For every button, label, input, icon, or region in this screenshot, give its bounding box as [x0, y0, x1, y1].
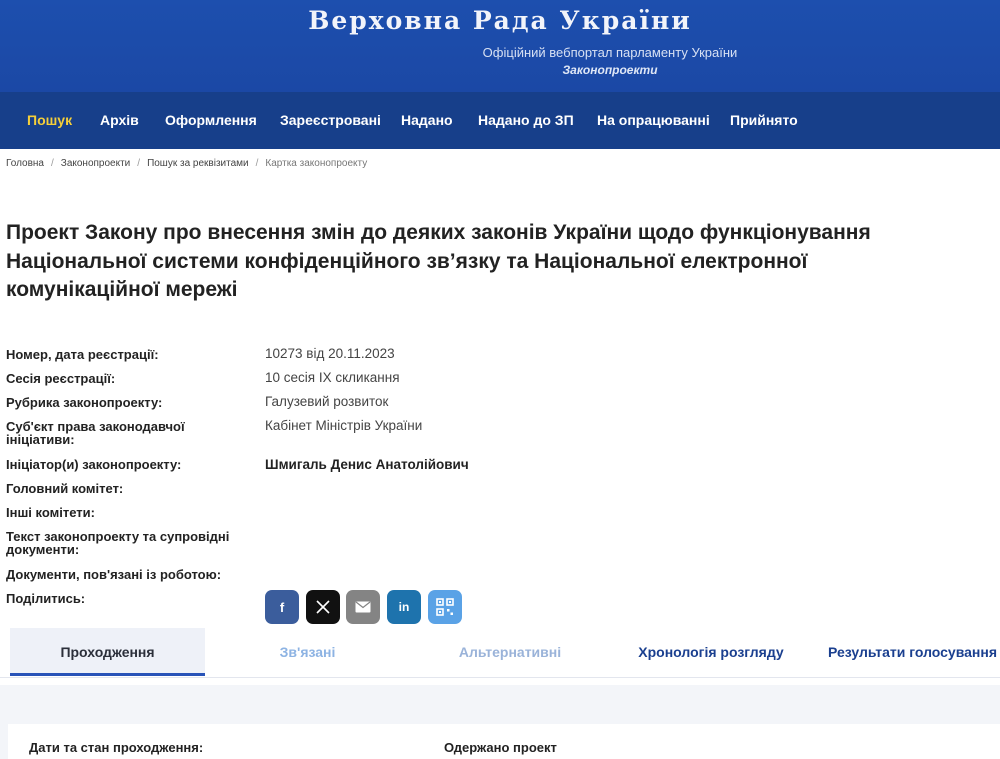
nav-item-registered[interactable]: Зареєстровані: [280, 112, 381, 128]
info-value-session: 10 сесія IX скликання: [265, 370, 400, 385]
nav-item-search[interactable]: Пошук: [27, 112, 73, 128]
share-qr-button[interactable]: [428, 590, 462, 624]
breadcrumb-separator: /: [255, 158, 259, 169]
info-label-initiative-subject: Суб'єкт права законодавчої ініціативи:: [6, 419, 185, 447]
nav-item-submitted[interactable]: Надано: [401, 112, 453, 128]
nav-item-archive[interactable]: Архів: [100, 112, 139, 128]
tab-alternatives[interactable]: Альтернативні: [458, 644, 562, 660]
breadcrumb: [6, 158, 367, 174]
info-value-rubric: Галузевий розвиток: [265, 394, 389, 409]
qr-code-icon: [436, 598, 454, 616]
tab-voting-results[interactable]: Результати голосування: [827, 644, 998, 660]
breadcrumb-current: Картка законопроекту: [265, 158, 368, 169]
info-label-rubric: Рубрика законопроекту:: [6, 395, 163, 410]
info-value-number-date: 10273 від 20.11.2023: [265, 346, 395, 361]
tab-progress[interactable]: Проходження: [10, 628, 205, 676]
breadcrumb-search[interactable]: Пошук за реквізитами: [147, 158, 249, 169]
site-section-name: Законопроекти: [562, 63, 658, 77]
nav-item-in-processing[interactable]: На опрацюванні: [597, 112, 710, 128]
main-nav: [0, 92, 1000, 149]
share-x-button[interactable]: [306, 590, 340, 624]
tab-chronology[interactable]: Хронологія розгляду: [638, 644, 784, 660]
page-title: Проект Закону про внесення змін до деяких законів України щодо функціонування Національної системи конфіденційного зв’язку та Національної електронної комунікаційної мережі: [6, 221, 871, 301]
breadcrumb-bills[interactable]: Законопроекти: [60, 158, 131, 169]
site-title[interactable]: Верховна Рада України: [308, 6, 692, 35]
progress-dates-label: Дати та стан проходження:: [29, 740, 204, 755]
info-label-share: Поділитись:: [6, 591, 86, 606]
site-header: [0, 0, 1000, 92]
nav-item-submitted-zp[interactable]: Надано до ЗП: [478, 112, 574, 128]
info-value-initiators[interactable]: Шмигаль Денис Анатолійович: [265, 457, 469, 472]
linkedin-icon: in: [398, 600, 410, 614]
progress-status-value: Одержано проект: [444, 740, 557, 755]
info-label-related-documents: Документи, пов'язані із роботою:: [6, 567, 222, 582]
info-value-initiative-subject: Кабінет Міністрів України: [265, 418, 423, 433]
tabs-bar: [0, 628, 1000, 678]
info-label-number-date: Номер, дата реєстрації:: [6, 347, 159, 362]
breadcrumb-separator: /: [137, 158, 141, 169]
tab-related[interactable]: Зв'язані: [279, 644, 336, 660]
share-email-button[interactable]: [346, 590, 380, 624]
email-icon: [355, 601, 371, 613]
breadcrumb-separator: /: [51, 158, 54, 169]
site-subtitle: Офіційний вебпортал парламенту України: [482, 45, 738, 60]
info-label-initiators: Ініціатор(и) законопроекту:: [6, 457, 182, 472]
share-linkedin-button[interactable]: [387, 590, 421, 624]
breadcrumb-home[interactable]: Головна: [6, 158, 44, 169]
facebook-icon: f: [279, 599, 285, 615]
nav-item-drafting[interactable]: Оформлення: [165, 112, 257, 128]
info-label-session: Сесія реєстрації:: [6, 371, 116, 386]
share-facebook-button[interactable]: [265, 590, 299, 624]
info-label-other-committees: Інші комітети:: [6, 505, 95, 520]
info-label-main-committee: Головний комітет:: [6, 481, 124, 496]
nav-item-adopted[interactable]: Прийнято: [730, 112, 798, 128]
info-label-bill-text: Текст законопроекту та супровідні документи:: [6, 529, 230, 557]
x-icon: [316, 600, 330, 614]
